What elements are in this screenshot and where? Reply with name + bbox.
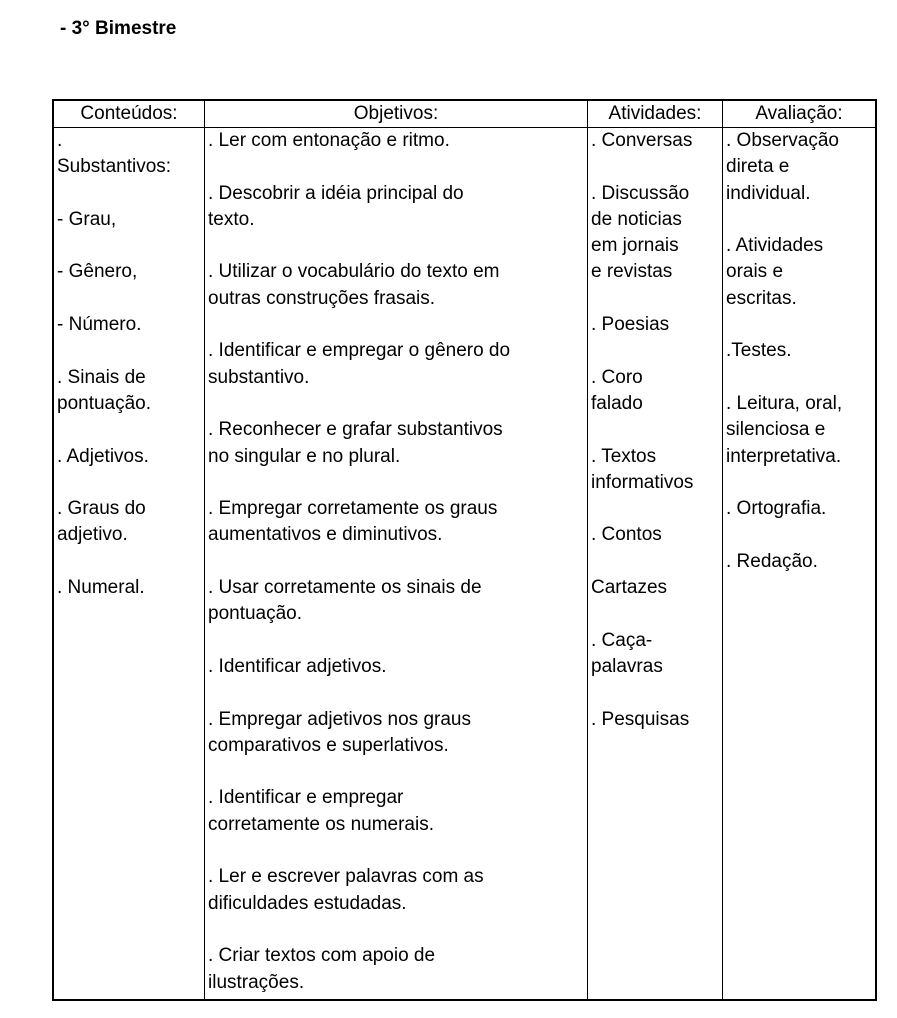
cell-avaliacao: . Observação direta e individual. . Atividades orais e escritas. .Testes. . Leitura, oral, silenciosa e interpretativa. . Ortografia. . Redação. bbox=[723, 128, 877, 1001]
cell-conteudos: . Substantivos: - Grau, - Gênero, - Número. . Sinais de pontuação. . Adjetivos. . Graus do adjetivo. . Numeral. bbox=[53, 128, 205, 1001]
table-header-row bbox=[53, 100, 876, 128]
header-conteudos: Conteúdos: bbox=[53, 100, 205, 128]
header-atividades: Atividades: bbox=[588, 100, 723, 128]
cell-atividades: . Conversas . Discussão de noticias em jornais e revistas . Poesias . Coro falado . Textos informativos . Contos Cartazes . Caça- palavras . Pesquisas bbox=[588, 128, 723, 1001]
cell-objetivos: . Ler com entonação e ritmo. . Descobrir a idéia principal do texto. . Utilizar o vocabulário do texto em outras construções frasais. . Identificar e empregar o gênero do substantivo. . Reconhecer e grafar substantivos no singular e no plural. . Empregar corretamente os graus aumentativos e diminutivos. . Usar corretamente os sinais de pontuação. . Identificar adjetivos. . Empregar adjetivos nos graus comparativos e superlativos. . Identificar e empregar corretamente os numerais. . Ler e escrever palavras com as dificuldades estudadas. . Criar textos com apoio de ilustrações. bbox=[205, 128, 588, 1001]
header-objetivos: Objetivos: bbox=[205, 100, 588, 128]
section-title: - 3° Bimestre bbox=[60, 18, 177, 39]
header-avaliacao: Avaliação: bbox=[723, 100, 877, 128]
lesson-plan-table bbox=[52, 99, 877, 1001]
table-row bbox=[53, 128, 876, 1001]
